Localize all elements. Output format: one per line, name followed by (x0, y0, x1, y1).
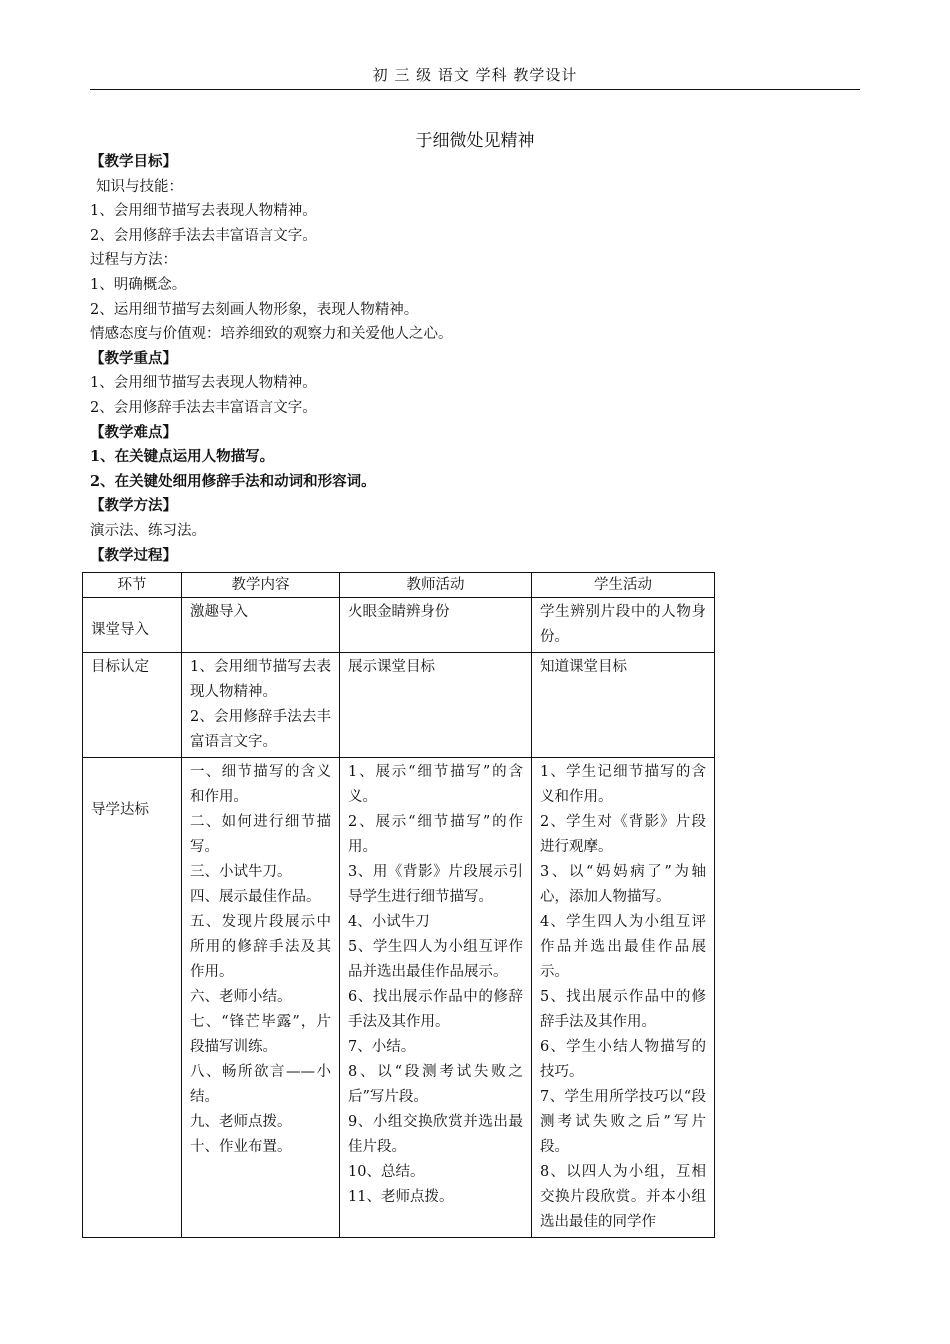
cell-line: 知道课堂目标 (540, 659, 627, 675)
cell-line: 9、小组交换欣赏并选出最佳片段。 (348, 1114, 523, 1155)
cell-line: 3、以“妈妈病了”为轴心，添加人物描写。 (540, 864, 706, 905)
cell-line: 1、会用细节描写去表现人物精神。 (190, 659, 331, 700)
cell-line: 3、用《背影》片段展示引导学生进行细节描写。 (348, 864, 523, 905)
cell-line: 6、找出展示作品中的修辞手法及其作用。 (348, 989, 523, 1030)
column-header-teacher: 教师活动 (340, 573, 532, 598)
page-header: 初 三 级 语文 学科 教学设计 (90, 64, 860, 90)
stage-cell: 导学达标 (83, 758, 182, 1238)
cell-line: 4、学生四人为小组互评作品并选出最佳作品展示。 (540, 914, 706, 980)
cell-line: 11、老师点拨。 (348, 1189, 454, 1205)
cell-line: 5、找出展示作品中的修辞手法及其作用。 (540, 989, 706, 1030)
student-activity-cell (532, 653, 715, 758)
cell-line: 10、总结。 (348, 1164, 425, 1180)
cell-line: 二、如何进行细节描写。 (190, 814, 331, 855)
body-line: 2、会用修辞手法去丰富语言文字。 (90, 399, 317, 416)
cell-line: 五、发现片段展示中所用的修辞手法及其作用。 (190, 914, 331, 980)
body-line: 1、在关键点运用人物描写。 (90, 448, 275, 466)
cell-line: 2、展示“细节描写”的作用。 (348, 814, 523, 855)
section-heading: 【教学方法】 (90, 497, 177, 515)
body-line: 过程与方法： (90, 252, 177, 269)
section-heading: 【教学过程】 (90, 546, 177, 564)
cell-line: 学生辨别片段中的人物身份。 (540, 604, 706, 645)
cell-line: 六、老师小结。 (190, 989, 292, 1005)
body-line: 知识与技能： (96, 178, 183, 195)
table-header-row (83, 573, 715, 598)
lesson-plan-body (90, 150, 850, 568)
cell-line: 三、小试牛刀。 (190, 864, 292, 880)
body-line: 2、会用修辞手法去丰富语言文字。 (90, 227, 317, 244)
cell-line: 2、学生对《背影》片段进行观摩。 (540, 814, 706, 855)
table-row (83, 598, 715, 653)
cell-line: 4、小试牛刀 (348, 914, 430, 930)
stage-cell: 课堂导入 (83, 598, 182, 653)
cell-line: 激趣导入 (190, 604, 248, 620)
cell-line: 7、学生用所学技巧以“段测考试失败之后”写片段。 (540, 1089, 706, 1155)
cell-line: 九、老师点拨。 (190, 1114, 292, 1130)
teacher-activity-cell (340, 758, 532, 1238)
cell-line: 8、以“段测考试失败之后”写片段。 (348, 1064, 523, 1105)
table-row (83, 758, 715, 1238)
cell-line: 5、学生四人为小组互评作品并选出最佳作品展示。 (348, 939, 523, 980)
cell-line: 八、畅所欲言——小结。 (190, 1064, 331, 1105)
teaching-process-table (82, 572, 715, 1238)
student-activity-cell (532, 598, 715, 653)
body-line: 演示法、练习法。 (90, 522, 206, 539)
teaching-content-cell (182, 653, 340, 758)
cell-line: 8、以四人为小组，互相交换片段欣赏。并本小组选出最佳的同学作 (540, 1164, 706, 1230)
body-line: 1、会用细节描写去表现人物精神。 (90, 203, 317, 220)
body-line: 2、在关键处细用修辞手法和动词和形容词。 (90, 472, 376, 490)
column-header-content: 教学内容 (182, 573, 340, 598)
cell-line: 展示课堂目标 (348, 659, 435, 675)
student-activity-cell (532, 758, 715, 1238)
body-line: 2、运用细节描写去刻画人物形象，表现人物精神。 (90, 301, 419, 318)
cell-line: 七、“锋芒毕露”，片段描写训练。 (190, 1014, 331, 1055)
section-heading: 【教学难点】 (90, 423, 177, 441)
teaching-content-cell (182, 758, 340, 1238)
document-title: 于细微处见精神 (415, 131, 535, 151)
cell-line: 1、学生记细节描写的含义和作用。 (540, 764, 706, 805)
cell-line: 火眼金睛辨身份 (348, 604, 450, 620)
cell-line: 6、学生小结人物描写的技巧。 (540, 1039, 706, 1080)
cell-line: 四、展示最佳作品。 (190, 889, 321, 905)
teaching-content-cell (182, 598, 340, 653)
column-header-student: 学生活动 (532, 573, 715, 598)
cell-line: 7、小结。 (348, 1039, 416, 1055)
table-row (83, 653, 715, 758)
body-line: 情感态度与价值观：培养细致的观察力和关爱他人之心。 (90, 326, 453, 343)
stage-cell: 目标认定 (83, 653, 182, 758)
teacher-activity-cell (340, 598, 532, 653)
section-heading: 【教学目标】 (90, 153, 177, 170)
teacher-activity-cell (340, 653, 532, 758)
cell-line: 2、会用修辞手法去丰富语言文字。 (190, 709, 331, 750)
column-header-stage: 环节 (83, 573, 182, 598)
body-line: 1、会用细节描写去表现人物精神。 (90, 375, 317, 392)
cell-line: 1、展示“细节描写”的含义。 (348, 764, 523, 805)
section-heading: 【教学重点】 (90, 349, 177, 367)
body-line: 1、明确概念。 (90, 276, 187, 293)
cell-line: 一、细节描写的含义和作用。 (190, 764, 331, 805)
cell-line: 十、作业布置。 (190, 1139, 292, 1155)
